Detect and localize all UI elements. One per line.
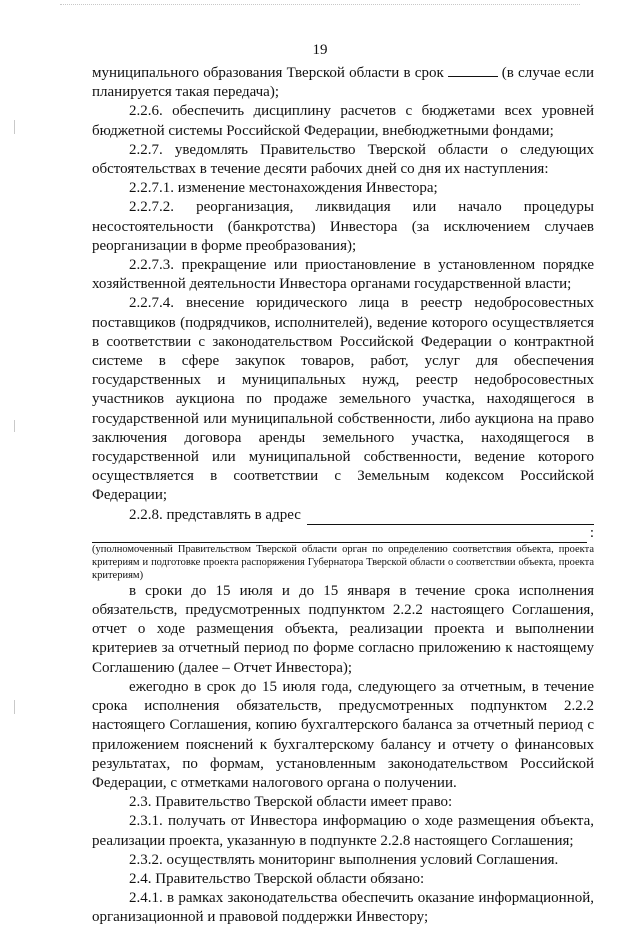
paragraph-report-deadlines: в сроки до 15 июля и до 15 января в течение срока исполнения обязательств, предусмотренных подпунктом 2.2.2 настоящего Соглашения, отчет о ходе размещения объекта, реализации проекта и выполнении критериев за отчетный период по форме согласно приложению к настоящему Соглашению (далее – Отчет Инвестора); (92, 582, 594, 676)
scan-margin-mark (14, 700, 15, 714)
blank-field (448, 63, 498, 77)
field-footnote: (уполномоченный Правительством Тверской области орган по определению соответствия объекта, проекта критериям и подготовке проекта распоряжения Губернатора Тверской области о соответствии объекта, проекта критериям) (92, 543, 594, 581)
scan-artifact-line (60, 4, 580, 6)
paragraph-continuation (92, 63, 594, 102)
blank-field (307, 510, 594, 525)
paragraph-2-3-1: 2.3.1. получать от Инвестора информацию о ходе размещения объекта, реализации проекта, указанную в подпункте 2.2.8 настоящего Соглашения; (92, 813, 594, 849)
paragraph-2-2-8 (92, 506, 594, 525)
paragraph-2-2-7-4: 2.2.7.4. внесение юридического лица в реестр недобросовестных поставщиков (подрядчиков, исполнителей), ведение которого осуществляется в соответствии с законодательством Российской Федерации о контрактной системе в сфере закупок товаров, работ, услуг для обеспечения государственных и муниципальных нужд, реестр недобросовестных участников аукциона по продаже земельного участка, находящегося в государственной или муниципальной собственности, либо аукциона на право заключения договора аренды земельного участка, находящегося в государственной или муниципальной собственности, ведение которого осуществляется в соответствии с Земельным кодексом Российской Федерации; (92, 295, 594, 504)
document-body (92, 63, 594, 928)
paragraph-2-2-7-2: 2.2.7.2. реорганизация, ликвидация или начало процедуры несостоятельности (банкротства) Инвестора (за исключением случаев реорганизации в форме преобразования); (92, 199, 594, 254)
paragraph-annual-balance: ежегодно в срок до 15 июля года, следующего за отчетным, в течение срока исполнения обязательств, предусмотренных подпунктом 2.2.2 настоящего Соглашения, копию бухгалтерского баланса за отчетный период с приложением пояснений к бухгалтерскому балансу и отчету о финансовых результатах, по формам, установленным законодательством Российской Федерации, с отметками налогового органа о получении. (92, 678, 594, 791)
page-number: 19 (312, 42, 328, 58)
blank-field (92, 530, 587, 543)
colon-mark: : (589, 524, 594, 541)
paragraph-2-2-7-3: 2.2.7.3. прекращение или приостановление в установленном порядке хозяйственной деятельности Инвестора органами государственной власти; (92, 257, 594, 293)
paragraph-2-3-2: 2.3.2. осуществлять мониторинг выполнения условий Соглашения. (129, 851, 559, 868)
paragraph-2-4-1: 2.4.1. в рамках законодательства обеспечить оказание информационной, организационной и правовой поддержки Инвестору; (92, 890, 594, 926)
paragraph-text: 2.2.8. представлять в адрес (129, 506, 301, 523)
paragraph-text: муниципального образования Тверской области в срок (92, 65, 444, 81)
paragraph-2-4: 2.4. Правительство Тверской области обязано: (129, 870, 425, 887)
paragraph-2-3: 2.3. Правительство Тверской области имеет право: (129, 794, 453, 811)
paragraph-2-2-6: 2.2.6. обеспечить дисциплину расчетов с бюджетами всех уровней бюджетной системы Российской Федерации, внебюджетными фондами; (92, 103, 594, 139)
paragraph-2-2-7: 2.2.7. уведомлять Правительство Тверской области о следующих обстоятельствах в течение десяти рабочих дней со дня их наступления: (92, 141, 594, 178)
scan-margin-mark (14, 420, 15, 432)
paragraph-text: (в случае если планируется такая передача); (92, 65, 594, 101)
blank-field-line (92, 525, 594, 543)
paragraph-2-2-7-1: 2.2.7.1. изменение местонахождения Инвестора; (129, 180, 438, 197)
scan-margin-mark (14, 120, 15, 134)
